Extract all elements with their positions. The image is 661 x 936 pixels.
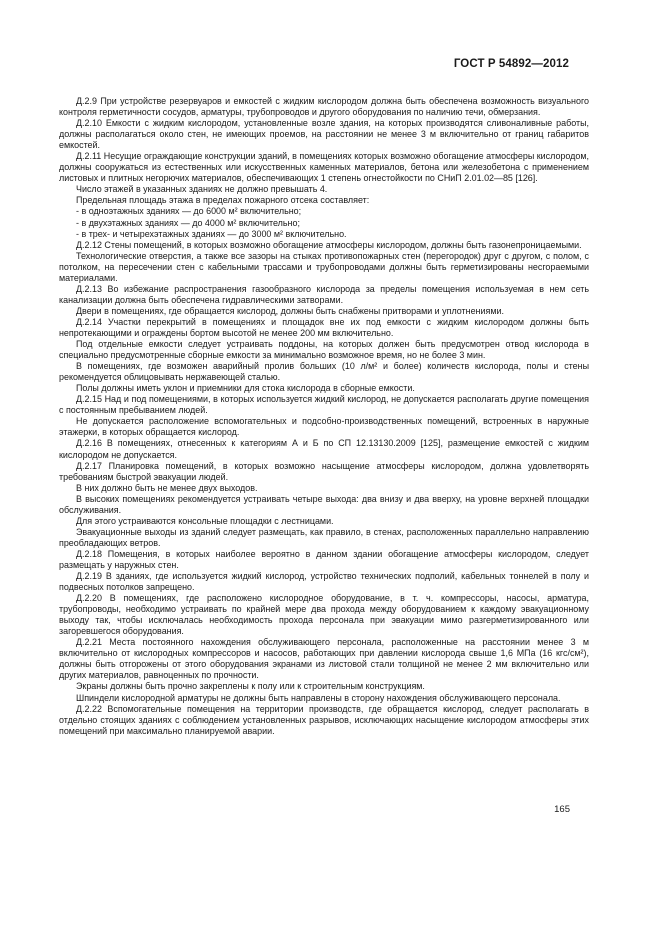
paragraph-area-intro: Предельная площадь этажа в пределах пожарного отсека составляет: bbox=[76, 195, 370, 206]
paragraph: Шпиндели кислородной арматуры не должны быть направлены в сторону нахождения обслуживающего персонала. bbox=[76, 692, 561, 703]
paragraph-d-2-9: Д.2.9 При устройстве резервуаров и емкостей с жидким кислородом должна быть обеспечена возможность визуального контроля герметичности сосудов, арматуры, трубопроводов и другого оборудования по наличию течи, обмерзания. bbox=[59, 96, 589, 118]
paragraph-d-2-19: Д.2.19 В зданиях, где используется жидкий кислород, устройство технических подполий, кабельных тоннелей в полу и подвесных потолков запрещено. bbox=[59, 571, 589, 593]
paragraph: Под отдельные емкости следует устраивать поддоны, на которых должен быть предусмотрен отвод кислорода в специально предусмотренные сборные емкости за минимально возможное время, но не более 3 мин. bbox=[59, 339, 589, 361]
list-item: - в одноэтажных зданиях — до 6000 м² включительно; bbox=[76, 206, 302, 217]
paragraph-d-2-13: Д.2.13 Во избежание распространения газообразного кислорода за пределы помещения используемая в нем сеть канализации должна быть обеспечена гидравлическими затворами. bbox=[59, 283, 589, 305]
paragraph: Двери в помещениях, где обращается кислород, должны быть снабжены притворами и уплотнениями. bbox=[76, 305, 504, 316]
document-body bbox=[59, 96, 589, 737]
paragraph-d-2-11: Д.2.11 Несущие ограждающие конструкции зданий, в помещениях которых возможно обогащение атмосферы кислородом, должны сооружаться из естественных или искусственных каменных материалов, бетона или железобетона с применением листовых и плитных негорючих материалов, обеспечивающих 1 степень огнестойкости по СНиП 2.01.02—85 [126]. bbox=[59, 151, 589, 184]
paragraph-d-2-14: Д.2.14 Участки перекрытий в помещениях и площадок вне их под емкости с жидким кислородом должны быть непротекающими и ограждены бортом высотой не менее 200 мм включительно. bbox=[59, 316, 589, 338]
list-item: - в двухэтажных зданиях — до 4000 м² включительно; bbox=[76, 217, 300, 228]
paragraph-d-2-10: Д.2.10 Емкости с жидким кислородом, установленные возле здания, на которых производятся сливоналивные работы, должны располагаться около стен, не имеющих проемов, на расстоянии не менее 3 м включительно от границ габаритов емкостей. bbox=[59, 118, 589, 151]
paragraph: Полы должны иметь уклон и приемники для стока кислорода в сборные емкости. bbox=[76, 383, 415, 394]
paragraph-d-2-15: Д.2.15 Над и под помещениями, в которых используется жидкий кислород, не допускается располагать другие помещения с постоянным пребыванием людей. bbox=[59, 394, 589, 416]
paragraph: В помещениях, где возможен аварийный пролив больших (10 л/м² и более) количеств кислорода, полы и стены рекомендуется облицовывать нержавеющей сталью. bbox=[59, 361, 589, 383]
paragraph-d-2-20: Д.2.20 В помещениях, где расположено кислородное оборудование, в т. ч. компрессоры, насосы, арматура, трубопроводы, необходимо устраивать по крайней мере два прохода между оборудованием к каждому эвакуационному выходу так, чтобы исключалась необходимость прохода персонала при эвакуации мимо разгерметизированного или загоревшегося оборудования. bbox=[59, 593, 589, 637]
paragraph: Экраны должны быть прочно закреплены к полу или к строительным конструкциям. bbox=[76, 681, 425, 692]
paragraph: В высоких помещениях рекомендуется устраивать четыре выхода: два внизу и два вверху, на уровне верхней площадки обслуживания. bbox=[59, 493, 589, 515]
paragraph: В них должно быть не менее двух выходов. bbox=[76, 482, 258, 493]
paragraph-d-2-17: Д.2.17 Планировка помещений, в которых возможно насыщение атмосферы кислородом, должна удовлетворять требованиям быстрой эвакуации людей. bbox=[59, 460, 589, 482]
paragraph-d-2-16: Д.2.16 В помещениях, отнесенных к категориям А и Б по СП 12.13130.2009 [125], размещение емкостей с жидким кислородом не допускается. bbox=[59, 438, 589, 460]
list-item: - в трех- и четырехэтажных зданиях — до 3000 м² включительно. bbox=[76, 228, 347, 239]
paragraph: Эвакуационные выходы из зданий следует размещать, как правило, в стенах, расположенных параллельно направлению преобладающих ветров. bbox=[59, 526, 589, 548]
paragraph: Не допускается расположение вспомогательных и подсобно-производственных помещений, встроенных в наружные этажерки, в которых обращается кислород. bbox=[59, 416, 589, 438]
paragraph-d-2-21: Д.2.21 Места постоянного нахождения обслуживающего персонала, расположенные на расстоянии менее 3 м включительно от кислородных компрессоров и насосов, работающих при давлении кислорода свыше 1,6 МПа (16 кгс/см²), должны быть отгорожены от этого оборудования экранами из листовой стали толщиной не менее 2 мм включительно или других материалов, равноценных по прочности. bbox=[59, 637, 589, 681]
paragraph: Для этого устраиваются консольные площадки с лестницами. bbox=[76, 515, 334, 526]
paragraph: Технологические отверстия, а также все зазоры на стыках противопожарных стен (перегородок) друг с другом, с полом, с потолком, на пересечении стен с кабельными трассами и трубопроводами должны быть герметизированы несгораемыми материалами. bbox=[59, 250, 589, 283]
paragraph-d-2-12: Д.2.12 Стены помещений, в которых возможно обогащение атмосферы кислородом, должны быть газонепроницаемыми. bbox=[76, 239, 582, 250]
paragraph-d-2-18: Д.2.18 Помещения, в которых наиболее вероятно в данном здании обогащение атмосферы кислородом, следует размещать у наружных стен. bbox=[59, 548, 589, 570]
paragraph-floors: Число этажей в указанных зданиях не должно превышать 4. bbox=[76, 184, 328, 195]
paragraph-d-2-22: Д.2.22 Вспомогательные помещения на территории производств, где обращается кислород, следует располагать в отдельно стоящих зданиях с соблюдением установленных разрывов, исключающих насыщение кислородом атмосферы этих помещений при максимально планируемой аварии. bbox=[59, 703, 589, 736]
page-header: ГОСТ Р 54892—2012 bbox=[453, 58, 569, 70]
page-number: 165 bbox=[554, 804, 570, 815]
